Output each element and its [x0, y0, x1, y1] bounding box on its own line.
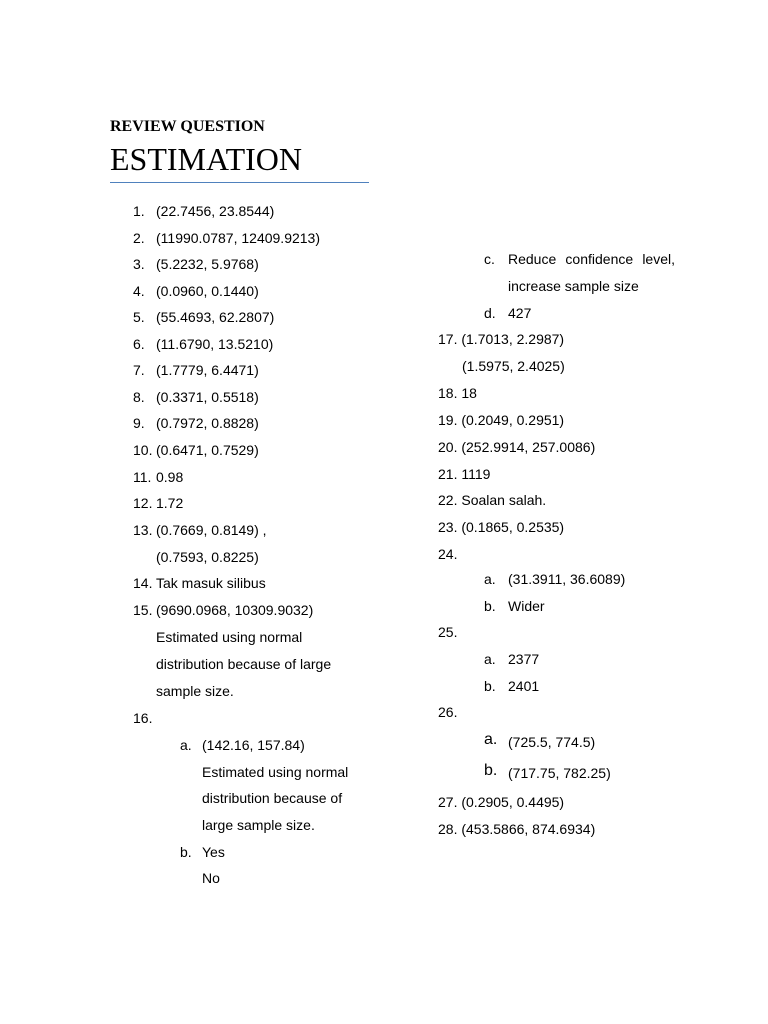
answer-number: 14.	[133, 575, 153, 591]
answer-line: 19. (0.2049, 0.2951)	[438, 412, 565, 428]
answer-number: 10.	[133, 442, 153, 458]
sub-answer-text-continued: Estimated using normal	[202, 764, 349, 780]
answer-number: 11.	[133, 469, 152, 485]
sub-answer-text-continued: large sample size.	[202, 817, 315, 833]
answer-line: 26.	[438, 704, 458, 720]
sub-answer-text: Yes	[202, 844, 225, 860]
sub-answer-text-continued: increase sample size	[508, 278, 639, 294]
answer-number: 16.	[133, 710, 153, 726]
document-subtitle: REVIEW QUESTION	[110, 118, 265, 135]
answer-text: 1.72	[156, 495, 184, 511]
answer-number: 13.	[133, 522, 153, 538]
sub-answer-text: 2401	[508, 678, 540, 694]
answer-line: 25.	[438, 624, 458, 640]
sub-answer-letter: b.	[180, 844, 192, 860]
document-title: ESTIMATION	[110, 141, 302, 177]
answer-line: 20. (252.9914, 257.0086)	[438, 439, 596, 455]
sub-answer-text: Wider	[508, 598, 545, 614]
answer-number: 1.	[133, 203, 145, 219]
answer-text: (22.7456, 23.8544)	[156, 203, 275, 219]
sub-answer-letter: c.	[484, 251, 495, 267]
sub-answer-letter: a.	[484, 571, 496, 587]
sub-answer-text: (725.5, 774.5)	[508, 734, 596, 750]
answer-number: 5.	[133, 309, 145, 325]
answer-line: 17. (1.7013, 2.2987)	[438, 331, 565, 347]
sub-answer-text: Reduce confidence level,	[508, 251, 675, 267]
answer-line: 24.	[438, 546, 458, 562]
sub-answer-letter: a.	[180, 737, 192, 753]
answer-text: (0.6471, 0.7529)	[156, 442, 259, 458]
answer-number: 2.	[133, 230, 145, 246]
answer-text-continued: (0.7593, 0.8225)	[156, 549, 259, 565]
answer-number: 12.	[133, 495, 153, 511]
answer-number: 9.	[133, 415, 145, 431]
answer-number: 3.	[133, 256, 145, 272]
answer-line: 27. (0.2905, 0.4495)	[438, 794, 565, 810]
sub-answer-text: 427	[508, 305, 532, 321]
sub-answer-letter: a.	[484, 731, 498, 748]
answer-text: (0.3371, 0.5518)	[156, 389, 259, 405]
sub-answer-text: (142.16, 157.84)	[202, 737, 305, 753]
answer-text: (0.0960, 0.1440)	[156, 283, 259, 299]
sub-answer-letter: b.	[484, 598, 496, 614]
answer-number: 15.	[133, 602, 153, 618]
answer-number: 7.	[133, 362, 145, 378]
title-underline	[110, 182, 369, 183]
sub-answer-text: (717.75, 782.25)	[508, 765, 611, 781]
sub-answer-text: (31.3911, 36.6089)	[508, 571, 626, 587]
answer-line: 18. 18	[438, 385, 477, 401]
sub-answer-letter: b.	[484, 678, 496, 694]
sub-answer-letter: a.	[484, 651, 496, 667]
sub-answer-text: 2377	[508, 651, 540, 667]
answer-text: 0.98	[156, 469, 184, 485]
answer-line: 21. 1119	[438, 466, 491, 482]
answer-line: 23. (0.1865, 0.2535)	[438, 519, 565, 535]
answer-line: 28. (453.5866, 874.6934)	[438, 821, 596, 837]
answer-text: (5.2232, 5.9768)	[156, 256, 259, 272]
answer-number: 4.	[133, 283, 145, 299]
answer-text-continued: distribution because of large	[156, 656, 332, 672]
answer-text: Tak masuk silibus	[156, 575, 266, 591]
answer-line: 22. Soalan salah.	[438, 492, 547, 508]
answer-number: 6.	[133, 336, 145, 352]
answer-text: (9690.0968, 10309.9032)	[156, 602, 314, 618]
answer-text: (55.4693, 62.2807)	[156, 309, 275, 325]
answer-text-continued: Estimated using normal	[156, 629, 303, 645]
answer-text: (11.6790, 13.5210)	[156, 336, 274, 352]
answer-text: (0.7972, 0.8828)	[156, 415, 259, 431]
sub-answer-text-continued: distribution because of	[202, 790, 343, 806]
sub-answer-letter: d.	[484, 305, 496, 321]
answer-number: 8.	[133, 389, 145, 405]
answer-text: (0.7669, 0.8149) ,	[156, 522, 267, 538]
answer-text-continued: (1.5975, 2.4025)	[462, 358, 565, 374]
answer-text-continued: sample size.	[156, 683, 234, 699]
answer-text: (11990.0787, 12409.9213)	[156, 230, 320, 246]
answer-text: (1.7779, 6.4471)	[156, 362, 259, 378]
sub-answer-letter: b.	[484, 762, 498, 779]
sub-answer-text-continued: No	[202, 870, 220, 886]
